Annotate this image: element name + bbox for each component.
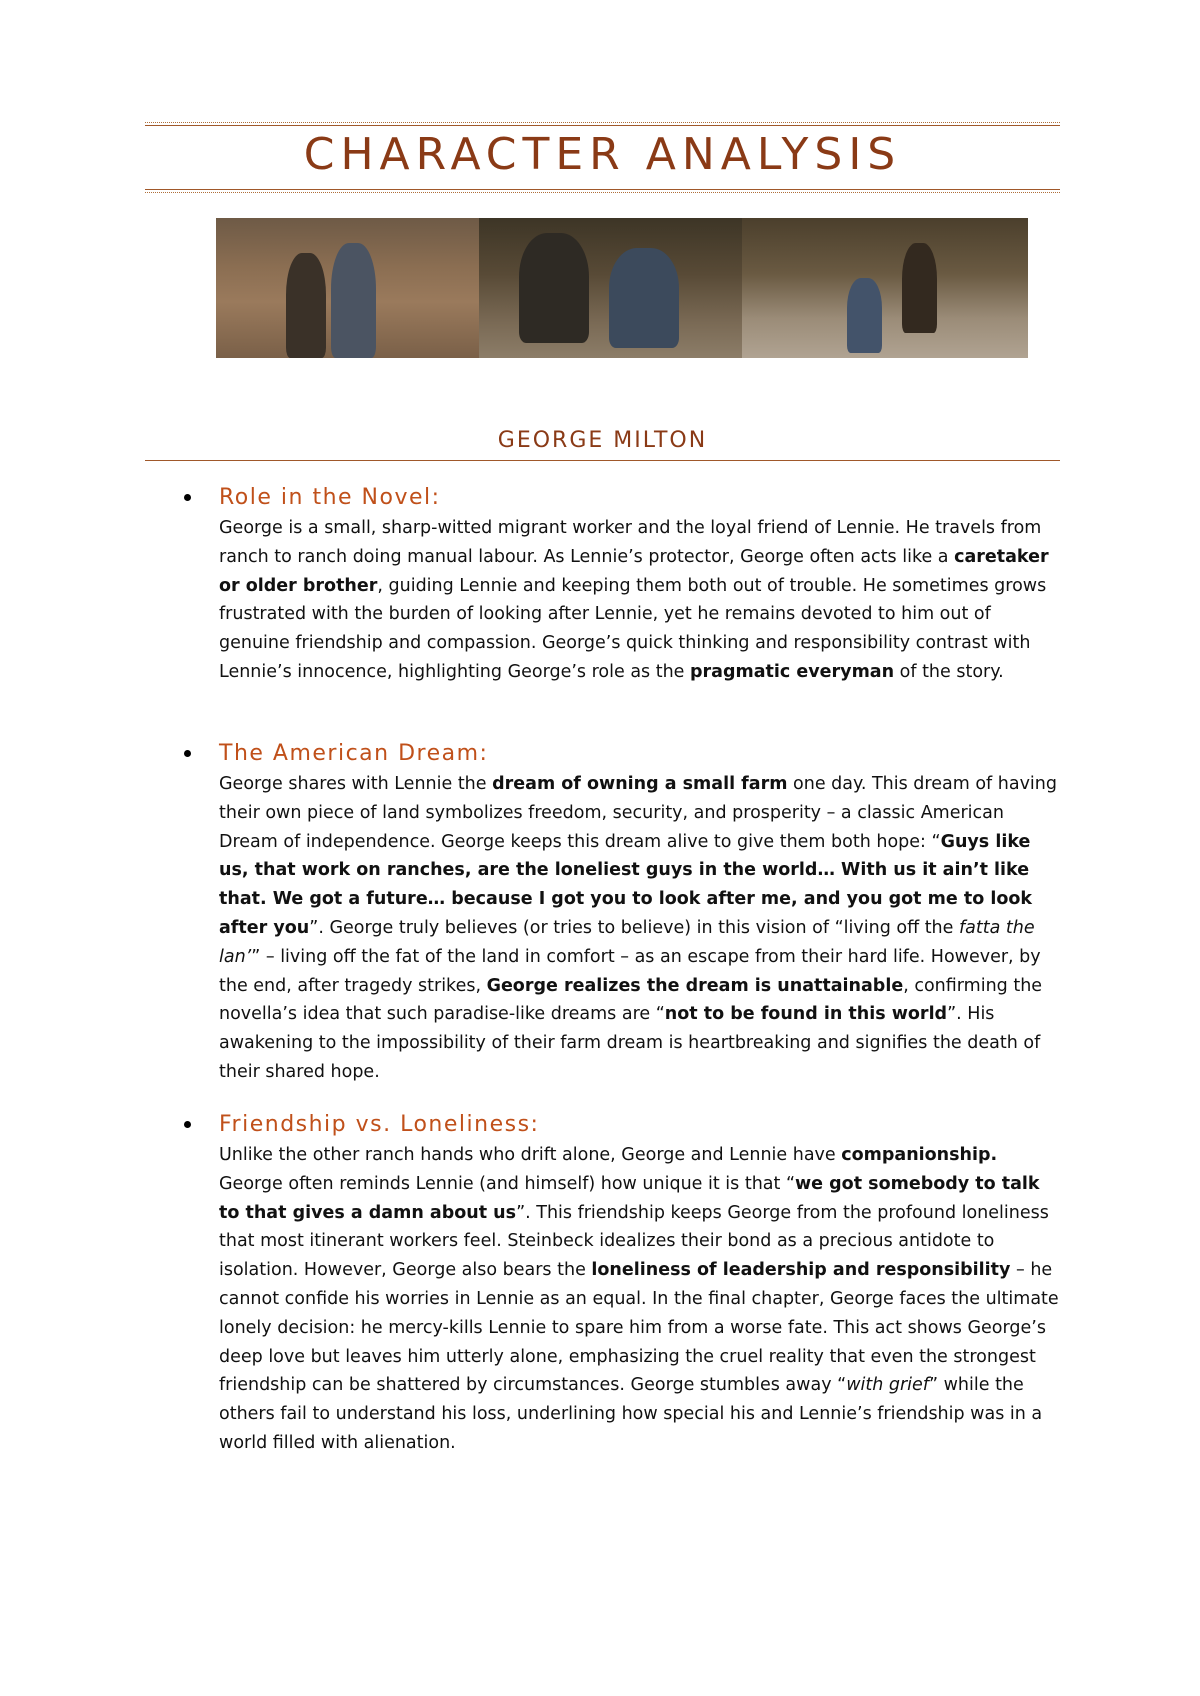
body-text: George is a small, sharp-witted migrant worker and the loyal friend of Lennie. He travels from ranch to ranch doing manual labour. As Lennie’s protector, George often acts like a [219,518,1042,567]
item-heading: Friendship vs. Loneliness: [219,1112,540,1137]
body-text: ”. His awakening to the impossibility of their farm dream is heartbreaking and signifies the death of their shared hope. [219,1004,1041,1082]
body-text: of the story. [894,661,1004,682]
item-body [219,514,1059,687]
bold-text: dream of owning a small farm [492,774,788,794]
body-text: , guiding Lennie and keeping them both out of trouble. He sometimes grows frustrated with the burden of looking after Lennie, yet he remains devoted to him out of genuine friendship and compassion. George’s quick thinking and responsibility contrast with Lennie’s innocence, highlighting George’s role as the [219,575,1047,682]
body-text: one day. This dream of having their own piece of land symbolizes freedom, security, and prosperity – a classic American Dream of independence. George keeps this dream alive to give them both hope: “ [219,774,1057,852]
body-text: George often reminds Lennie (and himself) how unique it is that “ [219,1173,796,1194]
banner-image-strip [216,218,1028,358]
body-text: ”. George truly believes (or tries to believe) in this vision of “living off the [309,917,959,938]
banner-photo-3 [742,218,1028,358]
body-text: Unlike the other ranch hands who drift alone, George and Lennie have [219,1145,842,1165]
item-body [219,770,1059,1087]
italic-text: with grief [846,1375,929,1396]
banner-photo-2 [479,218,742,358]
bold-text: pragmatic everyman [690,661,895,682]
bold-text: George realizes the dream is unattainable [486,975,904,996]
item-heading: Role in the Novel: [219,485,441,510]
list-item-role [184,482,1064,687]
bold-text: we got somebody to talk to that gives a damn about us [219,1173,1040,1223]
bold-text: not to be found in this world [664,1004,948,1025]
body-text: – he cannot confide his worries in Lennie as an equal. In the final chapter, George faces the ultimate lonely decision: he mercy-kills Lennie to spare him from a worse fate. This act shows George’s deep love but leaves him utterly alone, emphasizing the cruel reality that even the strongest friendship can be shattered by circumstances. George stumbles away “ [219,1260,1059,1396]
body-text: ” – living off the fat of the land in comfort – as an escape from their hard life. However, by the end, after tragedy strikes, [219,946,1041,996]
italic-text: fatta the lan’ [219,917,1035,967]
bold-text: companionship. [841,1145,998,1165]
body-text: ” while the others fail to understand his loss, underlining how special his and Lennie’s friendship was in a world filled with alienation. [219,1375,1043,1453]
item-body [219,1141,1059,1458]
bullet-icon [184,750,191,757]
list-item-friendship [184,1109,1064,1458]
bullet-icon [184,1121,191,1128]
body-text: ”. This friendship keeps George from the profound loneliness that most itinerant workers feel. Steinbeck idealizes their bond as a precious antidote to isolation. However, George also bears the [219,1202,1049,1281]
list-item-american-dream [184,738,1064,1087]
item-heading: The American Dream: [219,741,489,766]
bold-text: caretaker or older brother [219,546,1049,596]
banner-photo-1 [216,218,479,358]
body-text: George shares with Lennie the [219,774,493,794]
section-title: GEORGE MILTON [497,428,708,453]
page-title: CHARACTER ANALYSIS [303,129,902,180]
bullet-icon [184,494,191,501]
section-rule [145,460,1060,461]
bold-text: loneliness of leadership and responsibility [591,1260,1011,1281]
bold-text: Guys like us, that work on ranches, are the loneliest guys in the world… With us it ain’t like that. We got a future… because I got you to look after me, and you got me to look after you [219,831,1032,938]
title-bottom-rule [145,189,1060,195]
body-text: , confirming the novella’s idea that such paradise-like dreams are “ [219,975,1043,1025]
